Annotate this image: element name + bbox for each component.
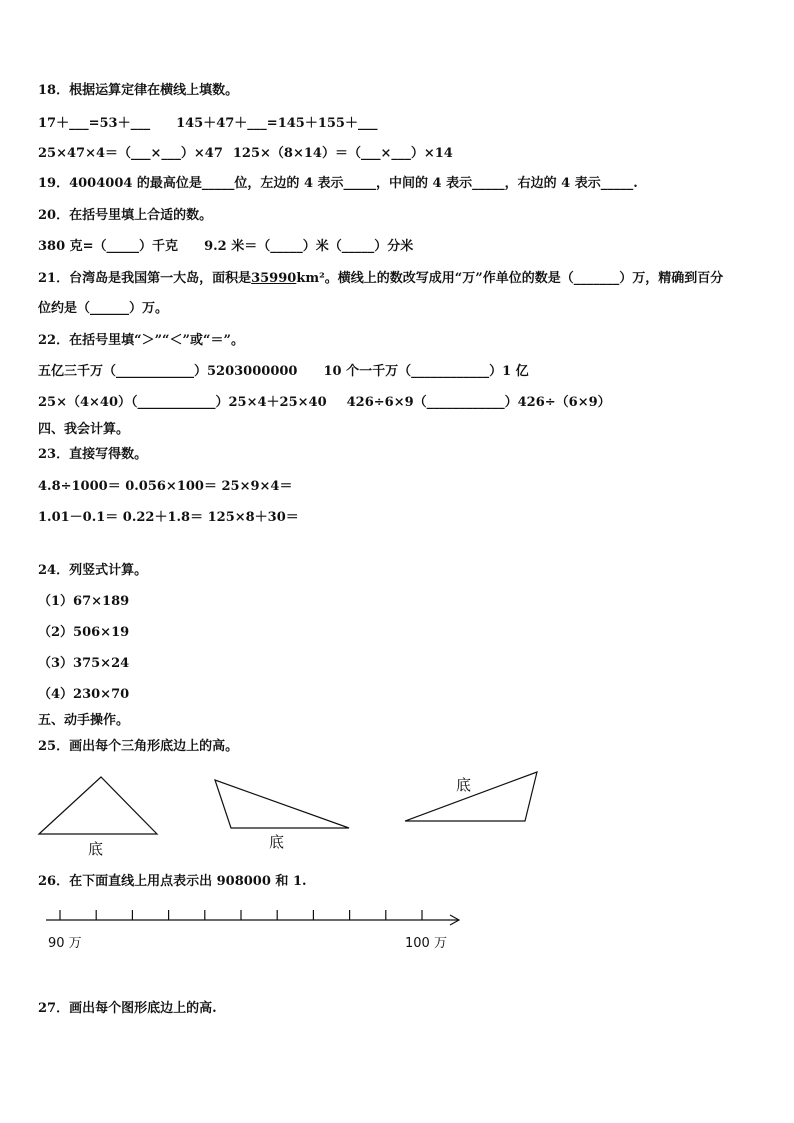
q24-item-2: （2）506×19 — [38, 625, 130, 640]
section-4-heading: 四、我会计算。 — [38, 422, 130, 437]
q24-item-1: （1）67×189 — [38, 594, 130, 609]
q18-r1b: 145＋47＋___=145＋155＋___ — [176, 116, 378, 131]
q21-part2: 。横线上的数改写成用“万”作单位的数是（_______）万，精确到百分 — [324, 271, 724, 286]
q20-b: 9.2 米＝（_____）米（_____）分米 — [204, 239, 414, 254]
q20-a: 380 克=（_____）千克 — [38, 239, 179, 254]
q26-title: 26．在下面直线上用点表示出 908000 和 1. — [38, 874, 307, 889]
q20-title: 20．在括号里填上合适的数。 — [38, 208, 213, 223]
q23-title: 23．直接写得数。 — [38, 447, 148, 462]
q18-r2b: 125×（8×14）＝（___×___）×14 — [232, 146, 453, 161]
q22-d: 426÷6×9（____________）426÷（6×9） — [346, 395, 611, 410]
q22-c: 25×（4×40）（____________）25×4＋25×40 — [38, 395, 327, 410]
number-line-right-label: 100 万 — [405, 936, 447, 951]
q21-part1: 21．台湾岛是我国第一大岛，面积是 — [38, 271, 252, 286]
q21-line2: 位约是（______）万。 — [38, 301, 169, 316]
q23-row2: 1.01－0.1＝ 0.22＋1.8＝ 125×8＋30＝ — [38, 510, 299, 525]
q21-area-number: 35990 — [251, 271, 297, 286]
q24-title: 24．列竖式计算。 — [38, 563, 148, 578]
triangle-1-base-label: 底 — [88, 840, 104, 858]
q24-item-3: （3）375×24 — [38, 656, 130, 671]
q18-title: 18．根据运算定律在横线上填数。 — [38, 83, 239, 98]
q22-b: 10 个一千万（____________）1 亿 — [323, 364, 529, 379]
q24-item-4: （4）230×70 — [38, 687, 130, 702]
section-5-heading: 五、动手操作。 — [38, 713, 130, 728]
q22-a: 五亿三千万（____________）5203000000 — [38, 364, 298, 379]
q18-r1a: 17＋___=53＋___ — [38, 116, 151, 131]
q19-text: 19．4004004 的最高位是_____位，左边的 4 表示_____，中间的 4 表示_____，右边的 4 表示_____. — [38, 176, 638, 191]
q27-title: 27．画出每个图形底边上的高. — [38, 1001, 217, 1016]
q22-title: 22．在括号里填“＞”“＜”或“＝”。 — [38, 333, 244, 348]
q23-row1: 4.8÷1000＝ 0.056×100＝ 25×9×4＝ — [38, 479, 293, 494]
triangle-2-base-label: 底 — [269, 833, 285, 851]
q21-area-unit: km² — [296, 271, 325, 286]
triangle-3-base-label: 底 — [456, 776, 472, 794]
number-line-left-label: 90 万 — [48, 936, 82, 951]
q18-r2a: 25×47×4＝（___×___）×47 — [38, 146, 223, 161]
number-line-ticks — [60, 910, 422, 920]
q25-title: 25．画出每个三角形底边上的高。 — [38, 739, 239, 754]
